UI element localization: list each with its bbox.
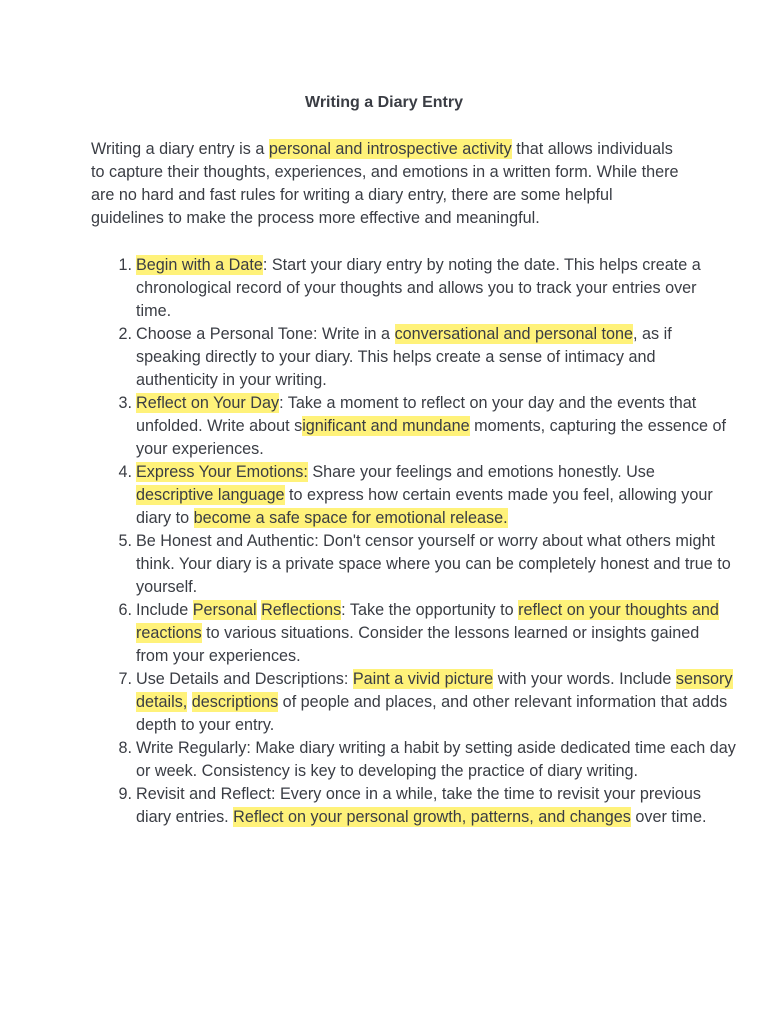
highlight: become a safe space for emotional release. bbox=[193, 509, 508, 527]
intro-text: that allows individuals to capture their thoughts, experiences, and emotions in a written form. While there are no hard and fast rules for writing a diary entry, there are some helpful guidelines to make the process more effective and meaningful. bbox=[91, 140, 679, 227]
item-text: : Take a moment to reflect on your day and the events that unfolded. Write about s bbox=[136, 394, 697, 435]
list-number: 6. bbox=[118, 601, 132, 619]
highlight: descriptive language bbox=[136, 486, 285, 504]
list-item bbox=[118, 599, 736, 668]
list-item bbox=[118, 737, 736, 783]
item-text: of people and places, and other relevant information that adds depth to your entry. bbox=[136, 693, 728, 734]
highlight: sensory details, bbox=[136, 670, 733, 711]
highlight: Reflections bbox=[261, 601, 342, 619]
item-text: Write Regularly: Make diary writing a habit by setting aside dedicated time each day or week. Consistency is key to developing the practice of diary writing. bbox=[136, 739, 736, 780]
item-text: Revisit and Reflect: Every once in a while, take the time to revisit your previous diary entries. bbox=[136, 785, 702, 826]
list-item bbox=[118, 668, 736, 737]
highlight: Reflect on your personal growth, patterns, and changes bbox=[233, 808, 631, 826]
intro-text: Writing a diary entry is a bbox=[91, 140, 269, 158]
highlight: ignificant and mundane bbox=[302, 417, 470, 435]
item-text: Be Honest and Authentic: Don't censor yourself or worry about what others might think. Your diary is a private space where you can be completely honest and true to yourself. bbox=[136, 532, 731, 596]
item-text: with your words. Include bbox=[493, 670, 676, 688]
list-item bbox=[118, 392, 736, 461]
item-text: moments, capturing the essence of your experiences. bbox=[136, 417, 727, 458]
highlight: Paint a vivid picture bbox=[352, 670, 494, 688]
item-text: over time. bbox=[630, 808, 707, 826]
list-number: 5. bbox=[118, 532, 132, 550]
item-text: : Take the opportunity to bbox=[341, 601, 519, 619]
item-text: to various situations. Consider the lessons learned or insights gained from your experiences. bbox=[136, 624, 700, 665]
highlight: Personal bbox=[192, 601, 257, 619]
highlight: descriptions bbox=[191, 693, 279, 711]
intro-paragraph bbox=[91, 138, 681, 230]
item-text: Use Details and Descriptions: bbox=[136, 670, 353, 688]
list-number: 7. bbox=[118, 670, 132, 688]
list-number: 4. bbox=[118, 463, 132, 481]
item-text: to express how certain events made you feel, allowing your diary to bbox=[136, 486, 713, 527]
highlight: Begin with a Date bbox=[136, 256, 263, 274]
list-number: 3. bbox=[118, 394, 132, 412]
item-text: Share your feelings and emotions honestly. Use bbox=[307, 463, 655, 481]
item-text: Choose a Personal Tone: Write in a bbox=[136, 325, 395, 343]
item-text: , as if speaking directly to your diary. This helps create a sense of intimacy and authenticity in your writing. bbox=[136, 325, 672, 389]
highlight: Express Your Emotions: bbox=[136, 463, 308, 481]
list-number: 1. bbox=[118, 256, 132, 274]
item-text: Include bbox=[136, 601, 193, 619]
list-item bbox=[118, 254, 736, 323]
guidelines-list bbox=[91, 254, 736, 829]
item-text: : Start your diary entry by noting the date. This helps create a chronological record of your thoughts and allows you to track your entries over time. bbox=[136, 256, 701, 320]
list-item bbox=[118, 530, 736, 599]
page-title: Writing a Diary Entry bbox=[305, 94, 463, 111]
list-number: 2. bbox=[118, 325, 132, 343]
highlight: Reflect on Your Day bbox=[136, 394, 280, 412]
intro-highlight: personal and introspective activity bbox=[268, 140, 512, 158]
list-number: 9. bbox=[118, 785, 132, 803]
list-item bbox=[118, 461, 736, 530]
list-number: 8. bbox=[118, 739, 132, 757]
highlight: conversational and personal tone bbox=[394, 325, 634, 343]
list-item bbox=[118, 323, 736, 392]
list-item bbox=[118, 783, 736, 829]
highlight: reflect on your thoughts and reactions bbox=[136, 601, 719, 642]
